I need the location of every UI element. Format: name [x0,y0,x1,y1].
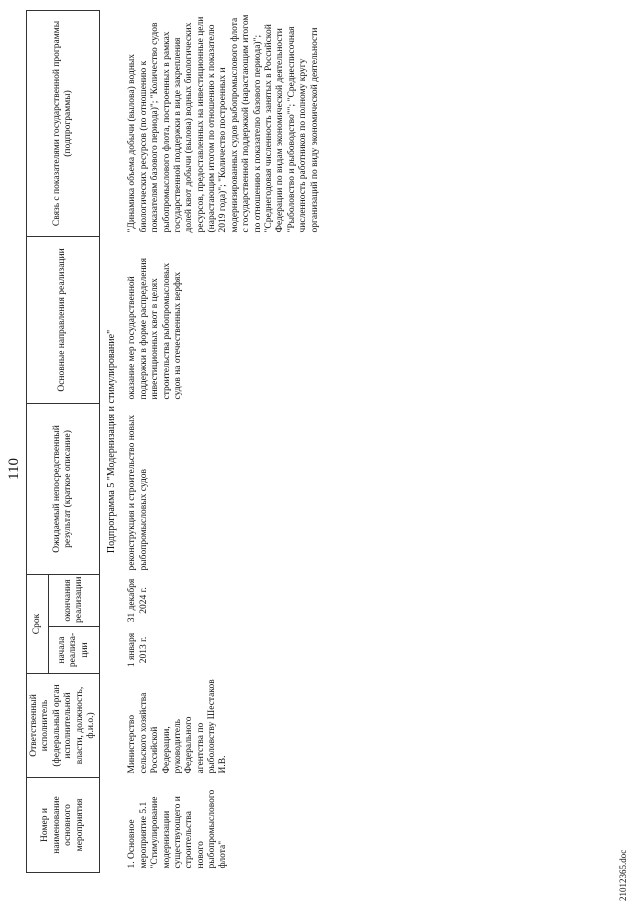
end-date-cell: 31 декабря 2024 г. [127,578,149,623]
page-number: 110 [6,458,22,480]
header-directions: Основные направления реализации [27,236,100,403]
measure-number: 1. [127,861,138,869]
file-reference: 21012365.doc [618,849,628,901]
directions-cell: оказание мер государственной поддержки в форме распределения инвестиционных квот в целях строительства рыбопромысловых судов на отечественных верфях [127,258,183,400]
indicators-cell: "Динамика объема добычи (вылова) водных биологических ресурсов (по отношению к показателям базового периода)"; "Количество судов рыбопромыслового флота, построенных в рамках государственной поддержки в виде закрепления долей квот добычи (вылова) водных биологических ресурсов, предоставленных на инвестиционные цели (нарастающим итогом по отношению к показателю 2019 года)"; "Количество построенных и модернизированных судов рыбопромыслового флота с государственной поддержкой (нарастающим итогом по отношению к показателю базового периода)"; "Среднегодовая численность занятых в Российской Федерации по видам экономической деятельности "Рыболовство и рыбоводство""; "Среднесписочная численность работников по полному кругу организаций по виду экономической деятельности [127,14,320,233]
header-row [27,10,49,872]
start-date-cell: 1 января 2013 г. [127,632,149,668]
header-executor: Ответственный исполнитель (федеральный орган исполнительной власти, должность, ф.и.о.) [27,674,100,778]
table-row [124,10,324,872]
header-start: начала реализа-ции [48,627,100,674]
executor-cell: Министерство сельского хозяйства Российской Федерации, руководитель Федерального агентства по рыболовству Шестаков И.В. [127,679,229,774]
result-cell: реконструкция и строительство новых рыбопромысловых судов [127,414,149,571]
measure-cell [124,778,324,873]
measure-name: Основное мероприятие 5.1 "Стимулирование модернизации существующего и строительства нового рыбопромыслового флота" [127,789,229,869]
header-end: окончания реализации [48,574,100,626]
header-term: Срок [27,574,49,673]
header-measure-name: Номер и наименование основного мероприятия [27,778,100,873]
header-indicators: Связь с показателями государственной программы (подпрограммы) [27,10,100,236]
subprogram-title: Подпрограмма 5 "Модернизация и стимулирование" [106,329,118,554]
subprogram-row [100,10,125,872]
header-expected-result: Ожидаемый непосредственный результат (краткое описание) [27,403,100,574]
program-table [26,10,324,873]
